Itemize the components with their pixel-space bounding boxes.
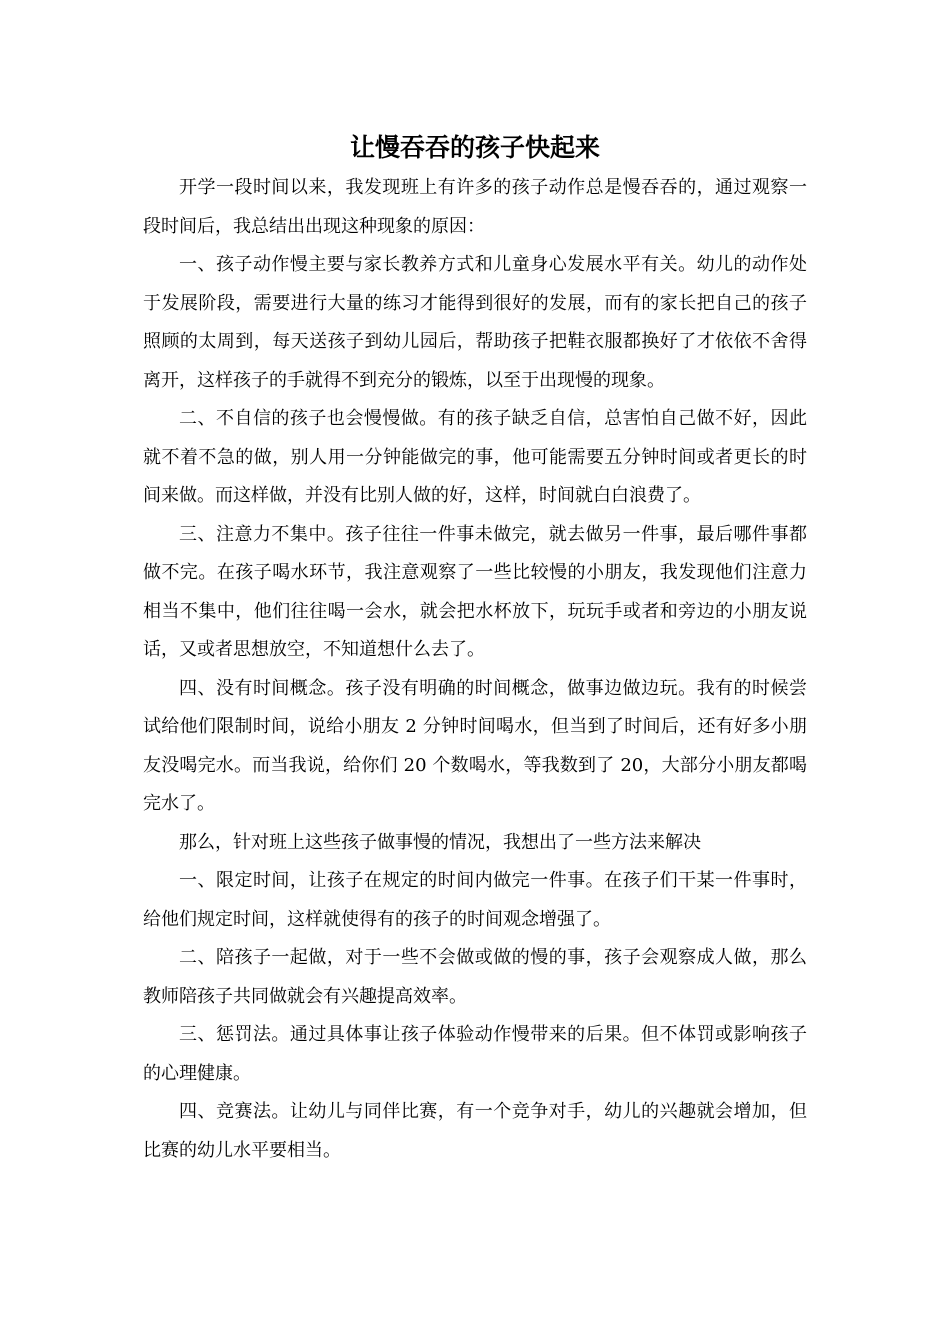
paragraph-cause-1: 一、孩子动作慢主要与家长教养方式和儿童身心发展水平有关。幼儿的动作处于发展阶段，需要进行大量的练习才能得到很好的发展，而有的家长把自己的孩子照顾的太周到，每天送孩子到幼儿园后，帮助孩子把鞋衣服都换好了才依依不舍得离开，这样孩子的手就得不到充分的锻炼，以至于出现慢的现象。 bbox=[143, 254, 807, 391]
paragraph-intro: 开学一段时间以来，我发现班上有许多的孩子动作总是慢吞吞的，通过观察一段时间后，我总结出出现这种现象的原因： bbox=[143, 177, 807, 237]
paragraph-solutions-intro: 那么，针对班上这些孩子做事慢的情况，我想出了一些方法来解决 bbox=[179, 831, 701, 853]
paragraph-cause-3: 三、注意力不集中。孩子往往一件事未做完，就去做另一件事，最后哪件事都做不完。在孩子喝水环节，我注意观察了一些比较慢的小朋友，我发现他们注意力相当不集中，他们往往喝一会水，就会把水杯放下，玩玩手或者和旁边的小朋友说话，又或者思想放空，不知道想什么去了。 bbox=[143, 523, 807, 660]
paragraph-solution-3: 三、惩罚法。通过具体事让孩子体验动作慢带来的后果。但不体罚或影响孩子的心理健康。 bbox=[143, 1024, 807, 1084]
paragraph-cause-4: 四、没有时间概念。孩子没有明确的时间概念，做事边做边玩。我有的时候尝试给他们限制时间，说给小朋友 2 分钟时间喝水，但当到了时间后，还有好多小朋友没喝完水。而当我说，给你们 20 个数喝水，等我数到了 20，大部分小朋友都喝完水了。 bbox=[143, 677, 807, 814]
paragraph-solution-1: 一、限定时间，让孩子在规定的时间内做完一件事。在孩子们干某一件事时，给他们规定时间，这样就使得有的孩子的时间观念增强了。 bbox=[143, 870, 807, 930]
document-title: 让慢吞吞的孩子快起来 bbox=[349, 133, 600, 162]
paragraph-solution-2: 二、陪孩子一起做，对于一些不会做或做的慢的事，孩子会观察成人做，那么教师陪孩子共同做就会有兴趣提高效率。 bbox=[143, 947, 807, 1007]
paragraph-cause-2: 二、不自信的孩子也会慢慢做。有的孩子缺乏自信，总害怕自己做不好，因此就不着不急的做，别人用一分钟能做完的事，他可能需要五分钟时间或者更长的时间来做。而这样做，并没有比别人做的好，这样，时间就白白浪费了。 bbox=[143, 408, 807, 506]
paragraph-solution-4: 四、竞赛法。让幼儿与同伴比赛，有一个竞争对手，幼儿的兴趣就会增加，但比赛的幼儿水平要相当。 bbox=[143, 1101, 807, 1161]
document-body bbox=[143, 169, 807, 1170]
